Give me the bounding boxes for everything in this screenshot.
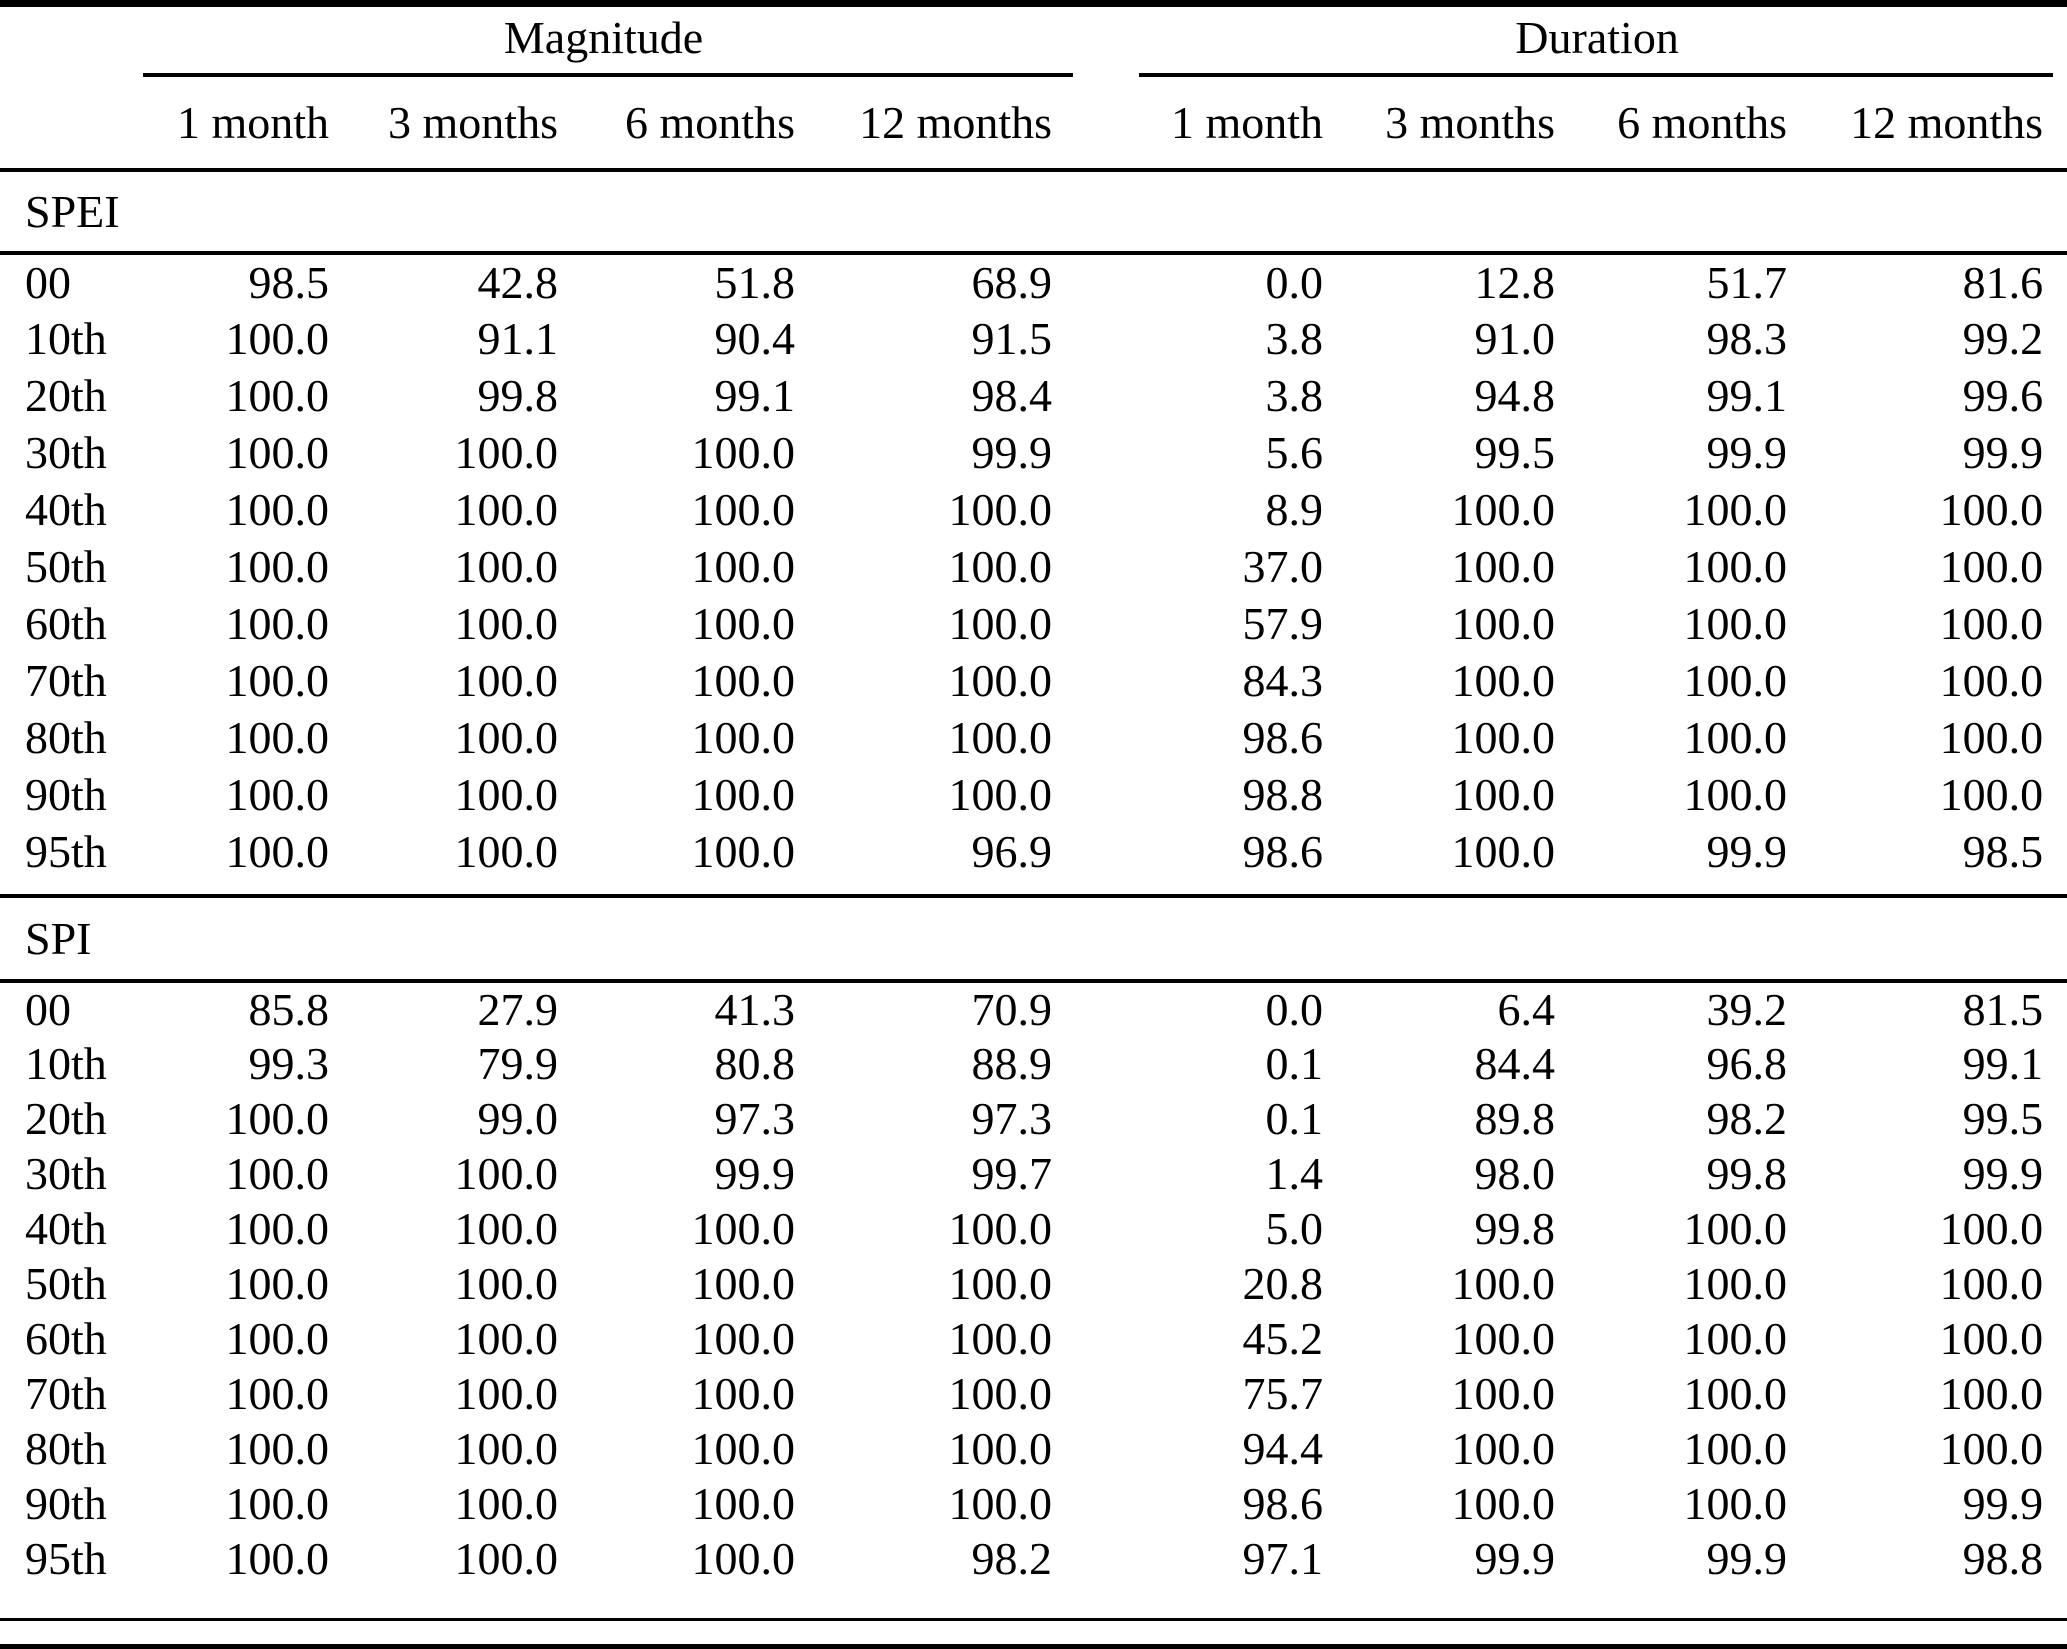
value-cell: 27.9 — [477, 984, 558, 1035]
value-cell: 89.8 — [1474, 1093, 1556, 1144]
value-cell: 100.0 — [691, 1258, 795, 1309]
value-cell: 45.2 — [1242, 1313, 1324, 1364]
value-cell: 100.0 — [691, 769, 795, 820]
bottom-thick-rule — [0, 1644, 2067, 1649]
value-cell: 100.0 — [948, 1368, 1053, 1419]
value-cell: 100.0 — [1683, 1203, 1788, 1254]
value-cell: 100.0 — [225, 712, 329, 763]
value-cell: 80.8 — [714, 1038, 795, 1089]
value-cell: 100.0 — [454, 1203, 558, 1254]
value-cell: 100.0 — [1451, 1313, 1556, 1364]
value-cell: 100.0 — [948, 1423, 1053, 1474]
value-cell: 99.0 — [477, 1093, 558, 1144]
value-cell: 100.0 — [225, 313, 329, 364]
table-row — [0, 1366, 2067, 1421]
section-row-spi — [0, 896, 2067, 981]
value-cell: 98.6 — [1242, 712, 1324, 763]
value-cell: 91.5 — [971, 313, 1053, 364]
table-row — [0, 823, 2067, 880]
value-cell: 39.2 — [1706, 984, 1788, 1035]
value-cell: 100.0 — [454, 769, 558, 820]
value-cell: 100.0 — [225, 1093, 329, 1144]
value-cell: 98.8 — [1962, 1533, 2044, 1584]
value-cell: 90.4 — [714, 313, 795, 364]
value-cell: 100.0 — [1939, 598, 2044, 649]
value-cell: 94.8 — [1474, 370, 1556, 421]
value-cell: 100.0 — [948, 598, 1053, 649]
value-cell: 100.0 — [691, 1423, 795, 1474]
section-label: SPI — [25, 913, 92, 964]
table-body — [0, 170, 2067, 1619]
value-cell: 96.9 — [971, 826, 1053, 877]
spacer-row — [0, 880, 2067, 896]
value-cell: 51.7 — [1706, 257, 1788, 308]
row-label-cell: 20th — [25, 1093, 107, 1144]
value-cell: 37.0 — [1242, 541, 1324, 592]
value-cell: 100.0 — [1683, 1368, 1788, 1419]
value-cell: 100.0 — [691, 1478, 795, 1529]
value-cell: 84.3 — [1242, 655, 1324, 706]
value-cell: 100.0 — [948, 712, 1053, 763]
col-header-magnitude-6-months: 6 months — [625, 97, 795, 148]
value-cell: 99.5 — [1962, 1093, 2044, 1144]
value-cell: 99.8 — [1474, 1203, 1556, 1254]
row-label-cell: 60th — [25, 598, 107, 649]
row-label-cell: 30th — [25, 1148, 107, 1199]
value-cell: 100.0 — [225, 1258, 329, 1309]
row-label-cell: 95th — [25, 1533, 107, 1584]
column-header-row — [0, 77, 2067, 170]
value-cell: 100.0 — [454, 655, 558, 706]
value-cell: 99.9 — [1962, 1478, 2044, 1529]
value-cell: 100.0 — [1939, 1313, 2044, 1364]
col-header-duration-12-months: 12 months — [1850, 97, 2044, 148]
row-label-cell: 50th — [25, 1258, 107, 1309]
value-cell: 100.0 — [948, 1258, 1053, 1309]
table-row — [0, 1531, 2067, 1586]
table-row — [0, 424, 2067, 481]
value-cell: 81.5 — [1962, 984, 2044, 1035]
value-cell: 96.8 — [1706, 1038, 1788, 1089]
value-cell: 51.8 — [714, 257, 795, 308]
value-cell: 100.0 — [1939, 712, 2044, 763]
row-label-cell: 80th — [25, 1423, 107, 1474]
value-cell: 100.0 — [1683, 769, 1788, 820]
value-cell: 41.3 — [714, 984, 795, 1035]
value-cell: 1.4 — [1265, 1148, 1324, 1199]
row-label-cell: 40th — [25, 484, 107, 535]
value-cell: 99.9 — [1706, 826, 1788, 877]
group-label-magnitude: Magnitude — [503, 12, 704, 63]
value-cell: 98.5 — [248, 257, 329, 308]
value-cell: 100.0 — [1683, 598, 1788, 649]
section-label: SPEI — [25, 186, 120, 237]
spacer-row — [0, 1586, 2067, 1619]
value-cell: 100.0 — [225, 427, 329, 478]
value-cell: 79.9 — [477, 1038, 558, 1089]
value-cell: 100.0 — [1451, 769, 1556, 820]
value-cell: 0.1 — [1265, 1093, 1324, 1144]
col-header-magnitude-3-months: 3 months — [388, 97, 558, 148]
value-cell: 100.0 — [948, 484, 1053, 535]
table-row — [0, 981, 2067, 1036]
value-cell: 100.0 — [225, 370, 329, 421]
value-cell: 100.0 — [691, 427, 795, 478]
col-header-duration-3-months: 3 months — [1385, 97, 1556, 148]
value-cell: 100.0 — [454, 712, 558, 763]
value-cell: 98.6 — [1242, 1478, 1324, 1529]
value-cell: 100.0 — [454, 541, 558, 592]
row-label-cell: 70th — [25, 1368, 107, 1419]
value-cell: 70.9 — [971, 984, 1053, 1035]
value-cell: 100.0 — [225, 598, 329, 649]
value-cell: 100.0 — [1939, 484, 2044, 535]
group-label-duration: Duration — [1515, 12, 1679, 63]
value-cell: 99.1 — [1706, 370, 1788, 421]
value-cell: 99.3 — [248, 1038, 329, 1089]
row-label-cell: 50th — [25, 541, 107, 592]
value-cell: 0.1 — [1265, 1038, 1324, 1089]
value-cell: 97.1 — [1242, 1533, 1324, 1584]
value-cell: 100.0 — [691, 598, 795, 649]
value-cell: 100.0 — [225, 826, 329, 877]
value-cell: 100.0 — [948, 1478, 1053, 1529]
table-row — [0, 1036, 2067, 1091]
value-cell: 100.0 — [1939, 769, 2044, 820]
row-label-cell: 90th — [25, 1478, 107, 1529]
value-cell: 100.0 — [1683, 1258, 1788, 1309]
value-cell: 100.0 — [1451, 826, 1556, 877]
value-cell: 100.0 — [691, 541, 795, 592]
table-row — [0, 253, 2067, 310]
value-cell: 98.2 — [971, 1533, 1053, 1584]
value-cell: 99.6 — [1962, 370, 2044, 421]
value-cell: 100.0 — [1939, 655, 2044, 706]
row-label-cell: 90th — [25, 769, 107, 820]
value-cell: 99.9 — [714, 1148, 795, 1199]
table-row — [0, 1476, 2067, 1531]
value-cell: 100.0 — [1939, 1258, 2044, 1309]
table-row — [0, 1201, 2067, 1256]
value-cell: 100.0 — [454, 1368, 558, 1419]
row-label-cell: 40th — [25, 1203, 107, 1254]
value-cell: 100.0 — [1451, 1368, 1556, 1419]
value-cell: 100.0 — [691, 1203, 795, 1254]
value-cell: 57.9 — [1242, 598, 1324, 649]
value-cell: 100.0 — [454, 1533, 558, 1584]
row-label-cell: 95th — [25, 826, 107, 877]
table-row — [0, 481, 2067, 538]
value-cell: 100.0 — [1683, 712, 1788, 763]
table-row — [0, 1256, 2067, 1311]
value-cell: 98.8 — [1242, 769, 1324, 820]
column-group-row — [0, 4, 2067, 78]
row-label-cell: 10th — [25, 1038, 107, 1089]
col-header-duration-1-month: 1 month — [1170, 97, 1324, 148]
row-label-cell: 70th — [25, 655, 107, 706]
value-cell: 100.0 — [948, 541, 1053, 592]
value-cell: 100.0 — [225, 1368, 329, 1419]
value-cell: 100.0 — [454, 826, 558, 877]
value-cell: 100.0 — [1451, 541, 1556, 592]
value-cell: 98.3 — [1706, 313, 1788, 364]
value-cell: 0.0 — [1265, 984, 1324, 1035]
value-cell: 97.3 — [971, 1093, 1053, 1144]
table-row — [0, 652, 2067, 709]
table-row — [0, 1311, 2067, 1366]
table-header — [0, 4, 2067, 171]
value-cell: 100.0 — [225, 484, 329, 535]
value-cell: 100.0 — [948, 1313, 1053, 1364]
value-cell: 85.8 — [248, 984, 329, 1035]
table-row — [0, 1091, 2067, 1146]
table-row — [0, 367, 2067, 424]
value-cell: 100.0 — [1451, 484, 1556, 535]
value-cell: 100.0 — [691, 712, 795, 763]
value-cell: 100.0 — [454, 598, 558, 649]
value-cell: 100.0 — [225, 1533, 329, 1584]
table-row — [0, 1146, 2067, 1201]
value-cell: 99.9 — [1706, 427, 1788, 478]
value-cell: 99.9 — [1706, 1533, 1788, 1584]
col-header-duration-6-months: 6 months — [1617, 97, 1788, 148]
value-cell: 100.0 — [1451, 1478, 1556, 1529]
value-cell: 98.5 — [1962, 826, 2044, 877]
duration-group-rule — [1139, 73, 2053, 77]
table-row — [0, 310, 2067, 367]
value-cell: 0.0 — [1265, 257, 1324, 308]
value-cell: 100.0 — [454, 1478, 558, 1529]
value-cell: 100.0 — [225, 1478, 329, 1529]
value-cell: 94.4 — [1242, 1423, 1324, 1474]
value-cell: 100.0 — [948, 1203, 1053, 1254]
value-cell: 99.9 — [1962, 1148, 2044, 1199]
value-cell: 99.1 — [714, 370, 795, 421]
value-cell: 100.0 — [454, 1423, 558, 1474]
value-cell: 100.0 — [1451, 712, 1556, 763]
value-cell: 99.9 — [971, 427, 1053, 478]
group-header-duration — [1052, 4, 2067, 78]
value-cell: 98.2 — [1706, 1093, 1788, 1144]
value-cell: 100.0 — [225, 1313, 329, 1364]
value-cell: 100.0 — [454, 1313, 558, 1364]
value-cell: 5.0 — [1265, 1203, 1324, 1254]
row-label-cell: 10th — [25, 313, 107, 364]
value-cell: 99.2 — [1962, 313, 2044, 364]
value-cell: 100.0 — [1451, 1423, 1556, 1474]
value-cell: 5.6 — [1265, 427, 1324, 478]
value-cell: 99.7 — [971, 1148, 1053, 1199]
table-row — [0, 1421, 2067, 1476]
value-cell: 100.0 — [454, 1148, 558, 1199]
value-cell: 100.0 — [691, 484, 795, 535]
value-cell: 100.0 — [691, 655, 795, 706]
value-cell: 100.0 — [1451, 1258, 1556, 1309]
value-cell: 100.0 — [1683, 1423, 1788, 1474]
value-cell: 3.8 — [1265, 313, 1324, 364]
value-cell: 100.0 — [225, 541, 329, 592]
row-label-cell: 00 — [25, 257, 71, 308]
row-label-cell: 80th — [25, 712, 107, 763]
value-cell: 75.7 — [1242, 1368, 1324, 1419]
value-cell: 100.0 — [225, 1148, 329, 1199]
value-cell: 100.0 — [225, 655, 329, 706]
row-label-header-cell — [0, 77, 145, 170]
value-cell: 88.9 — [971, 1038, 1053, 1089]
group-header-magnitude — [145, 4, 1052, 78]
value-cell: 100.0 — [1683, 1313, 1788, 1364]
corner-cell — [0, 4, 145, 78]
value-cell: 84.4 — [1474, 1038, 1556, 1089]
value-cell: 100.0 — [225, 1203, 329, 1254]
value-cell: 100.0 — [1683, 541, 1788, 592]
value-cell: 99.8 — [1706, 1148, 1788, 1199]
value-cell: 100.0 — [948, 655, 1053, 706]
col-header-magnitude-12-months: 12 months — [859, 97, 1053, 148]
table-row — [0, 595, 2067, 652]
value-cell: 12.8 — [1474, 257, 1556, 308]
value-cell: 100.0 — [454, 484, 558, 535]
row-label-cell: 30th — [25, 427, 107, 478]
value-cell: 91.1 — [477, 313, 558, 364]
value-cell: 8.9 — [1265, 484, 1324, 535]
value-cell: 100.0 — [1683, 1478, 1788, 1529]
value-cell: 100.0 — [1939, 541, 2044, 592]
table-row — [0, 766, 2067, 823]
value-cell: 42.8 — [477, 257, 558, 308]
value-cell: 100.0 — [225, 1423, 329, 1474]
table-row — [0, 538, 2067, 595]
value-cell: 100.0 — [454, 427, 558, 478]
value-cell: 100.0 — [1683, 484, 1788, 535]
value-cell: 99.8 — [477, 370, 558, 421]
value-cell: 98.4 — [971, 370, 1053, 421]
value-cell: 6.4 — [1497, 984, 1556, 1035]
value-cell: 100.0 — [1939, 1368, 2044, 1419]
value-cell: 100.0 — [1683, 655, 1788, 706]
value-cell: 91.0 — [1474, 313, 1556, 364]
row-label-cell: 20th — [25, 370, 107, 421]
value-cell: 99.9 — [1962, 427, 2044, 478]
value-cell: 100.0 — [1451, 598, 1556, 649]
value-cell: 97.3 — [714, 1093, 795, 1144]
value-cell: 99.9 — [1474, 1533, 1556, 1584]
value-cell: 3.8 — [1265, 370, 1324, 421]
value-cell: 20.8 — [1242, 1258, 1324, 1309]
row-label-cell: 00 — [25, 984, 71, 1035]
value-cell: 100.0 — [1451, 655, 1556, 706]
value-cell: 100.0 — [1939, 1423, 2044, 1474]
row-label-cell: 60th — [25, 1313, 107, 1364]
value-cell: 98.0 — [1474, 1148, 1556, 1199]
value-cell: 99.1 — [1962, 1038, 2044, 1089]
value-cell: 100.0 — [1939, 1203, 2044, 1254]
magnitude-group-rule — [143, 73, 1073, 77]
value-cell: 99.5 — [1474, 427, 1556, 478]
value-cell: 100.0 — [454, 1258, 558, 1309]
table-row — [0, 709, 2067, 766]
value-cell: 100.0 — [225, 769, 329, 820]
value-cell: 100.0 — [691, 1533, 795, 1584]
value-cell: 100.0 — [691, 1368, 795, 1419]
value-cell: 100.0 — [691, 826, 795, 877]
value-cell: 100.0 — [948, 769, 1053, 820]
value-cell: 68.9 — [971, 257, 1053, 308]
value-cell: 81.6 — [1962, 257, 2044, 308]
value-cell: 98.6 — [1242, 826, 1324, 877]
section-row-spei — [0, 170, 2067, 253]
col-header-magnitude-1-month: 1 month — [176, 97, 329, 148]
value-cell: 100.0 — [691, 1313, 795, 1364]
